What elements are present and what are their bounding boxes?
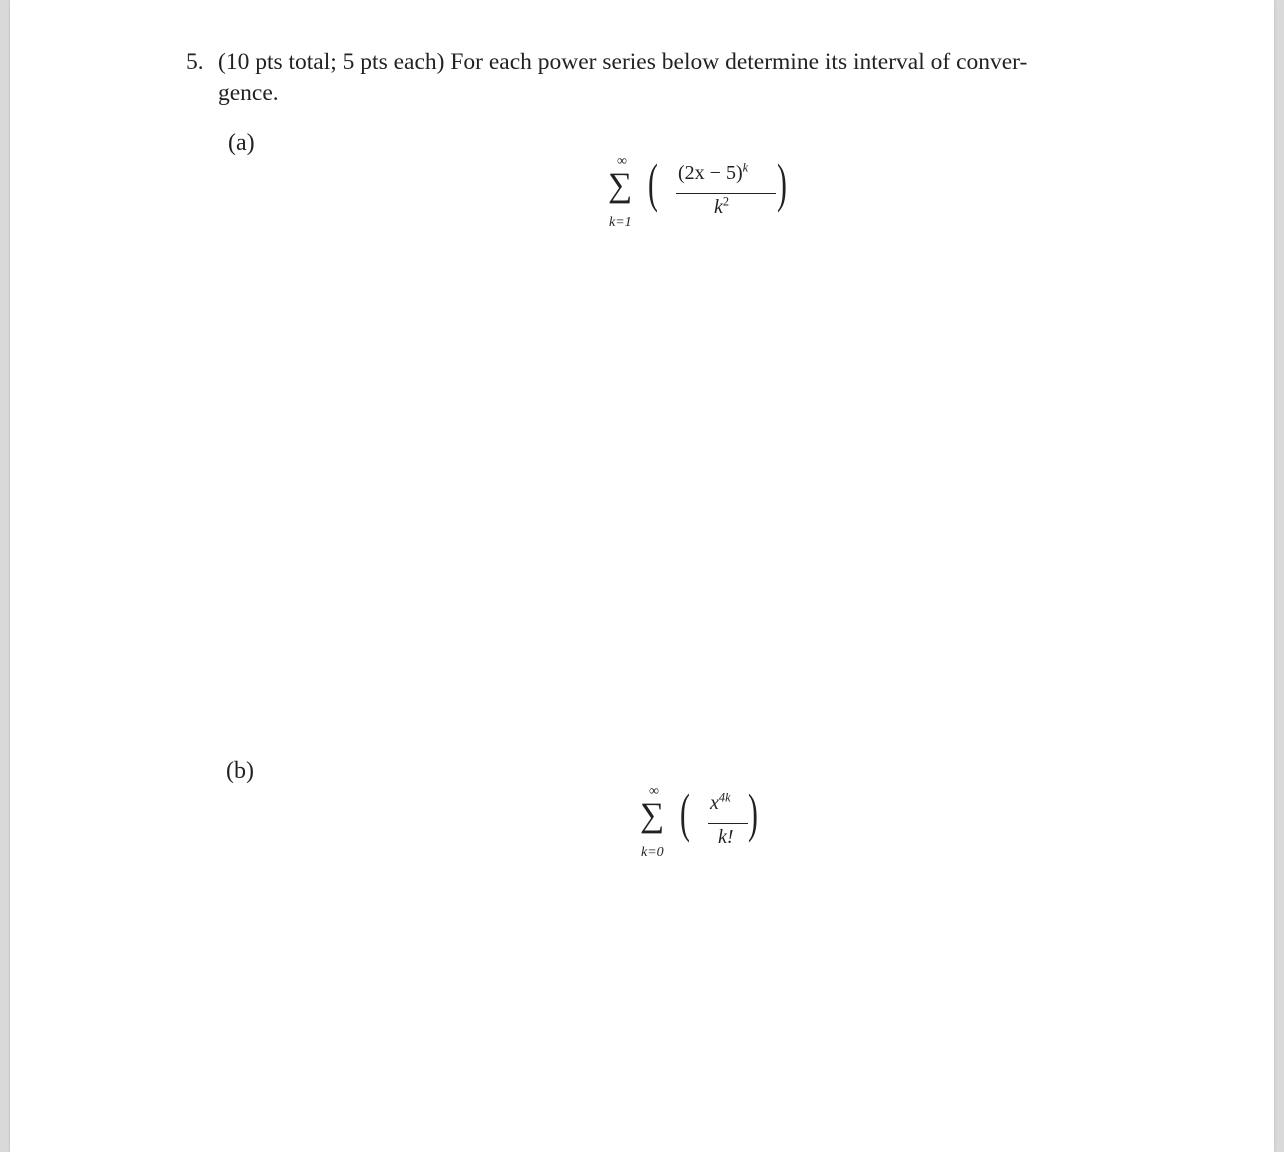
- left-paren: (: [680, 783, 690, 843]
- fraction-bar: [708, 823, 748, 824]
- part-a-label: (a): [228, 130, 255, 156]
- part-a-formula: [606, 150, 796, 240]
- summation-symbol: ∑: [608, 167, 633, 204]
- right-paren: ): [748, 783, 758, 843]
- denominator-base: k: [714, 196, 723, 218]
- part-b-label: (b): [226, 758, 254, 784]
- part-b-formula: [638, 780, 778, 870]
- left-paren: (: [648, 153, 658, 213]
- fraction-denominator: [718, 826, 734, 848]
- sum-lower-limit: k=0: [641, 845, 664, 860]
- numerator-exponent: k: [742, 160, 749, 175]
- right-paren: ): [777, 153, 787, 213]
- denominator-exponent: 2: [722, 194, 730, 209]
- fraction-numerator: [710, 792, 731, 814]
- sum-lower-limit: k=1: [609, 215, 632, 230]
- document-page: [10, 0, 1274, 1152]
- numerator-base: (2x − 5): [678, 162, 743, 184]
- fraction-numerator: [678, 162, 748, 184]
- numerator-base: x: [710, 792, 719, 814]
- problem-number: 5.: [186, 49, 204, 75]
- problem-statement-line-1: (10 pts total; 5 pts each) For each power series below determine its interval of conver-: [218, 49, 1028, 75]
- fraction-denominator: [714, 196, 729, 218]
- sum-upper-limit: ∞: [649, 784, 659, 799]
- denominator-base: k!: [718, 826, 734, 848]
- numerator-exponent: 4k: [718, 790, 731, 805]
- problem-statement-line-2: gence.: [218, 80, 279, 106]
- summation-symbol: ∑: [640, 797, 665, 834]
- sum-upper-limit: ∞: [617, 154, 627, 169]
